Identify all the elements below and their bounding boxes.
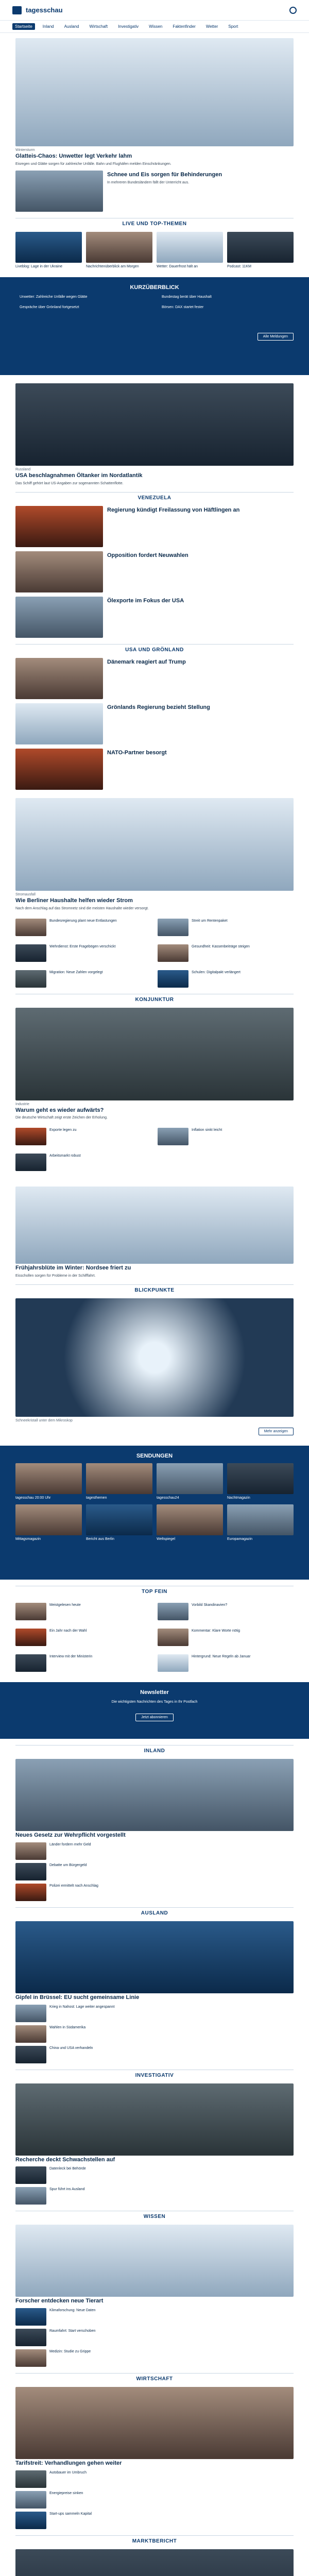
markt-image[interactable] bbox=[15, 2549, 294, 2576]
list-item[interactable]: Länder fordern mehr Geld bbox=[49, 1842, 91, 1846]
top-kicker: Wintersturm bbox=[15, 148, 35, 152]
list-item[interactable]: Krieg in Nahost: Lage weiter angespannt bbox=[49, 2005, 115, 2009]
ice-headline[interactable]: Frühjahrsblüte im Winter: Nordsee friert zu bbox=[15, 1264, 131, 1271]
konjunktur-text: Die deutsche Wirtschaft zeigt erste Zeichen der Erholung. bbox=[15, 1116, 108, 1120]
show-title[interactable]: Bericht aus Berlin bbox=[86, 1537, 114, 1541]
story-image[interactable] bbox=[15, 171, 103, 212]
list-item[interactable]: Start-ups sammeln Kapital bbox=[49, 2512, 92, 2516]
wirtschaft-headline[interactable]: Tarifstreit: Verhandlungen gehen weiter bbox=[15, 2460, 122, 2467]
brief-block bbox=[0, 277, 309, 375]
top-story-image[interactable] bbox=[15, 38, 294, 146]
ausland-image[interactable] bbox=[15, 1921, 294, 1993]
show-title[interactable]: Nachtmagazin bbox=[227, 1496, 250, 1500]
list-image[interactable] bbox=[158, 1603, 188, 1620]
list-image[interactable] bbox=[15, 1154, 46, 1171]
list-image[interactable] bbox=[15, 2025, 46, 2043]
show-image[interactable] bbox=[157, 1504, 223, 1535]
newsletter-button[interactable]: Jetzt abonnieren bbox=[135, 1714, 174, 1721]
more-button[interactable]: Mehr anzeigen bbox=[259, 1428, 294, 1435]
top-headline[interactable]: Glatteis-Chaos: Unwetter legt Verkehr lahm bbox=[15, 153, 132, 159]
newsletter-text: Die wichtigsten Nachrichten des Tages in Ihr Postfach bbox=[111, 1700, 198, 1704]
show-title[interactable]: tagesschau 20:00 Uhr bbox=[15, 1496, 51, 1500]
story-image[interactable] bbox=[15, 749, 103, 790]
section-title: INVESTIGATIV bbox=[131, 2073, 178, 2078]
story-headline[interactable]: Dänemark reagiert auf Trump bbox=[107, 659, 186, 666]
list-image[interactable] bbox=[15, 970, 46, 988]
list-item[interactable]: Spur führt ins Ausland bbox=[49, 2188, 85, 2192]
list-image[interactable] bbox=[15, 919, 46, 936]
wissen-image[interactable] bbox=[15, 2225, 294, 2297]
nav-item[interactable]: Wissen bbox=[149, 24, 163, 29]
konjunktur-kicker: Industrie bbox=[15, 1102, 29, 1106]
nav-item[interactable]: Wirtschaft bbox=[89, 24, 108, 29]
nav-item[interactable]: Inland bbox=[42, 24, 54, 29]
live-card-image[interactable] bbox=[86, 232, 152, 263]
harbor-image[interactable] bbox=[15, 383, 294, 466]
harbor-text: Das Schiff gehört laut US-Angaben zur sogenannten Schattenflotte. bbox=[15, 482, 124, 486]
nav-item[interactable]: Startseite bbox=[12, 23, 35, 30]
ice-image[interactable] bbox=[15, 1187, 294, 1264]
list-item[interactable]: Polizei ermittelt nach Anschlag bbox=[49, 1884, 98, 1888]
story-headline[interactable]: Schnee und Eis sorgen für Behinderungen bbox=[107, 172, 222, 178]
live-card-title[interactable]: Nachrichtenüberblick am Morgen bbox=[86, 265, 139, 269]
live-card-title[interactable]: Liveblog: Lage in der Ukraine bbox=[15, 265, 63, 269]
story-text: In mehreren Bundesländern fällt der Unterricht aus. bbox=[107, 180, 190, 184]
list-image[interactable] bbox=[158, 919, 188, 936]
story-image[interactable] bbox=[15, 551, 103, 592]
list-image[interactable] bbox=[15, 2166, 46, 2184]
section-title: AUSLAND bbox=[137, 1910, 172, 1916]
list-item[interactable]: Streit um Rentenpaket bbox=[192, 919, 228, 923]
show-image[interactable] bbox=[15, 1504, 82, 1535]
harbor-headline[interactable]: USA beschlagnahmen Öltanker im Nordatlantik bbox=[15, 472, 143, 479]
list-image[interactable] bbox=[15, 944, 46, 962]
show-title[interactable]: Weltspiegel bbox=[157, 1537, 176, 1541]
section-title: TOP FEIN bbox=[138, 1589, 171, 1595]
feature-image[interactable] bbox=[15, 798, 294, 891]
list-item[interactable]: Vorbild Skandinavien? bbox=[192, 1603, 228, 1607]
sendungen-title: SENDUNGEN bbox=[136, 1453, 173, 1460]
show-image[interactable] bbox=[227, 1463, 294, 1494]
nav-item[interactable]: Faktenfinder bbox=[173, 24, 196, 29]
story-image[interactable] bbox=[15, 703, 103, 744]
list-item[interactable]: Medizin: Studie zu Grippe bbox=[49, 2350, 91, 2354]
live-card-image[interactable] bbox=[227, 232, 294, 263]
list-item[interactable]: Schulen: Digitalpakt verlängert bbox=[192, 970, 241, 974]
list-image[interactable] bbox=[15, 1884, 46, 1901]
ausland-headline[interactable]: Gipfel in Brüssel: EU sucht gemeinsame Linie bbox=[15, 1994, 140, 2001]
list-item[interactable]: Ein Jahr nach der Wahl bbox=[49, 1629, 87, 1633]
logo-text[interactable]: tagesschau bbox=[26, 6, 63, 14]
list-image[interactable] bbox=[15, 1863, 46, 1880]
main-nav bbox=[0, 21, 309, 33]
brief-item[interactable]: Unwetter: Zahlreiche Unfälle wegen Glätte bbox=[20, 295, 88, 299]
list-item[interactable]: Wehrdienst: Erste Fragebögen verschickt bbox=[49, 944, 116, 948]
section-title: WISSEN bbox=[140, 2214, 169, 2219]
inland-headline[interactable]: Neues Gesetz zur Wehrpflicht vorgestellt bbox=[15, 1832, 126, 1839]
list-image[interactable] bbox=[15, 2349, 46, 2367]
list-item[interactable]: Hintergrund: Neue Regeln ab Januar bbox=[192, 1655, 251, 1659]
section-title: LIVE UND TOP-THEMEN bbox=[118, 221, 191, 227]
list-item[interactable]: Arbeitsmarkt robust bbox=[49, 1154, 81, 1158]
list-image[interactable] bbox=[15, 1128, 46, 1145]
show-image[interactable] bbox=[227, 1504, 294, 1535]
story-headline[interactable]: Grönlands Regierung bezieht Stellung bbox=[107, 704, 210, 711]
live-card-image[interactable] bbox=[15, 232, 82, 263]
live-card-image[interactable] bbox=[157, 232, 223, 263]
show-title[interactable]: Mittagsmagazin bbox=[15, 1537, 41, 1541]
logo-icon[interactable] bbox=[12, 6, 22, 14]
list-image[interactable] bbox=[158, 1629, 188, 1646]
section-title: MARKTBERICHT bbox=[128, 2538, 181, 2544]
brief-item[interactable]: Börsen: DAX startet fester bbox=[162, 306, 204, 310]
list-item[interactable]: Exporte legen zu bbox=[49, 1128, 77, 1132]
list-item[interactable]: Interview mit der Ministerin bbox=[49, 1655, 93, 1659]
show-image[interactable] bbox=[86, 1504, 152, 1535]
list-image[interactable] bbox=[15, 1629, 46, 1646]
feature-kicker: Stromausfall bbox=[15, 893, 36, 897]
list-item[interactable]: Gesundheit: Kassenbeiträge steigen bbox=[192, 944, 250, 948]
wissen-headline[interactable]: Forscher entdecken neue Tierart bbox=[15, 2298, 104, 2304]
show-image[interactable] bbox=[15, 1463, 82, 1494]
show-title[interactable]: tagesschau24 bbox=[157, 1496, 179, 1500]
list-image[interactable] bbox=[15, 2046, 46, 2063]
brief-item[interactable]: Bundestag berät über Haushalt bbox=[162, 295, 212, 299]
list-image[interactable] bbox=[158, 1128, 188, 1145]
newsletter-title: Newsletter bbox=[140, 1689, 169, 1696]
investigativ-headline[interactable]: Recherche deckt Schwachstellen auf bbox=[15, 2156, 115, 2163]
list-image[interactable] bbox=[15, 2308, 46, 2326]
section-title: BLICKPUNKTE bbox=[130, 1287, 178, 1293]
list-image[interactable] bbox=[15, 1842, 46, 1860]
story-headline[interactable]: Regierung kündigt Freilassung von Häftlingen an bbox=[107, 507, 240, 514]
section-live bbox=[0, 218, 309, 228]
wirtschaft-image[interactable] bbox=[15, 2387, 294, 2459]
list-image[interactable] bbox=[15, 2005, 46, 2022]
list-item[interactable]: Inflation sinkt leicht bbox=[192, 1128, 222, 1132]
feature-text: Nach dem Anschlag auf das Stromnetz sind die meisten Haushalte wieder versorgt. bbox=[15, 907, 149, 911]
list-image[interactable] bbox=[158, 944, 188, 962]
section-title: INLAND bbox=[140, 1748, 169, 1754]
story-headline[interactable]: Opposition fordert Neuwahlen bbox=[107, 552, 188, 559]
brief-item[interactable]: Gespräche über Grönland fortgesetzt bbox=[20, 306, 79, 310]
list-image[interactable] bbox=[15, 1603, 46, 1620]
section-title: VENEZUELA bbox=[133, 495, 175, 501]
show-title[interactable]: tagesthemen bbox=[86, 1496, 107, 1500]
nav-item[interactable]: Investigativ bbox=[118, 24, 139, 29]
top-text: Eisregen und Glätte sorgen für zahlreiche Unfälle. Bahn und Flughäfen melden Einschränkungen. bbox=[15, 162, 171, 166]
story-image[interactable] bbox=[15, 658, 103, 699]
site-header bbox=[0, 0, 309, 21]
list-item[interactable]: Kommentar: Klare Worte nötig bbox=[192, 1629, 241, 1633]
ice-text: Eisschollen sorgen für Probleme in der Schifffahrt. bbox=[15, 1274, 96, 1278]
story-image[interactable] bbox=[15, 506, 103, 547]
blickpunkt-image[interactable] bbox=[15, 1298, 294, 1417]
section-title: USA UND GRÖNLAND bbox=[121, 647, 188, 653]
brief-title: KURZÜBERBLICK bbox=[130, 284, 179, 291]
list-item[interactable]: Migration: Neue Zahlen vorgelegt bbox=[49, 970, 103, 974]
feature-headline[interactable]: Wie Berliner Haushalte helfen wieder Strom bbox=[15, 897, 133, 904]
section-title: WIRTSCHAFT bbox=[132, 2376, 177, 2382]
show-title[interactable]: Europamagazin bbox=[227, 1537, 253, 1541]
newsletter-block bbox=[0, 1682, 309, 1739]
brief-button[interactable]: Alle Meldungen bbox=[258, 333, 294, 341]
list-item[interactable]: China und USA verhandeln bbox=[49, 2046, 93, 2050]
nav-item[interactable]: Sport bbox=[228, 24, 238, 29]
sendungen-block bbox=[0, 1446, 309, 1580]
nav-item[interactable]: Ausland bbox=[64, 24, 79, 29]
list-image[interactable] bbox=[15, 2187, 46, 2205]
list-item[interactable]: Raumfahrt: Start verschoben bbox=[49, 2329, 96, 2333]
inland-image[interactable] bbox=[15, 1759, 294, 1831]
list-image[interactable] bbox=[158, 970, 188, 988]
list-image[interactable] bbox=[15, 2512, 46, 2529]
search-icon[interactable] bbox=[289, 7, 297, 14]
list-image[interactable] bbox=[15, 2470, 46, 2488]
list-item[interactable]: Bundesregierung plant neue Entlastungen bbox=[49, 919, 117, 923]
harbor-kicker: Russland bbox=[15, 468, 31, 472]
list-item[interactable]: Energiepreise sinken bbox=[49, 2491, 83, 2495]
story-headline[interactable]: NATO-Partner besorgt bbox=[107, 750, 167, 756]
nav-item[interactable]: Wetter bbox=[205, 24, 218, 29]
list-item[interactable]: Autobauer im Umbruch bbox=[49, 2470, 87, 2475]
list-image[interactable] bbox=[15, 1654, 46, 1672]
konjunktur-image[interactable] bbox=[15, 1008, 294, 1100]
live-card-title[interactable]: Podcast: 11KM bbox=[227, 265, 251, 269]
konjunktur-headline[interactable]: Warum geht es wieder aufwärts? bbox=[15, 1107, 104, 1113]
list-image[interactable] bbox=[158, 1654, 188, 1672]
list-item[interactable]: Meistgelesen heute bbox=[49, 1603, 81, 1607]
list-item[interactable]: Wahlen in Südamerika bbox=[49, 2025, 86, 2029]
blickpunkt-caption: Schneekristall unter dem Mikroskop bbox=[15, 1419, 73, 1423]
story-image[interactable] bbox=[15, 597, 103, 638]
show-image[interactable] bbox=[86, 1463, 152, 1494]
list-image[interactable] bbox=[15, 2491, 46, 2509]
list-item[interactable]: Klimaforschung: Neue Daten bbox=[49, 2309, 96, 2313]
story-headline[interactable]: Ölexporte im Fokus der USA bbox=[107, 598, 184, 604]
section-title: KONJUNKTUR bbox=[131, 997, 178, 1003]
show-image[interactable] bbox=[157, 1463, 223, 1494]
list-item[interactable]: Datenleck bei Behörde bbox=[49, 2167, 86, 2171]
list-item[interactable]: Debatte um Bürgergeld bbox=[49, 1863, 87, 1867]
live-card-title[interactable]: Wetter: Dauerfrost hält an bbox=[157, 265, 198, 269]
list-image[interactable] bbox=[15, 2329, 46, 2346]
investigativ-image[interactable] bbox=[15, 2083, 294, 2156]
